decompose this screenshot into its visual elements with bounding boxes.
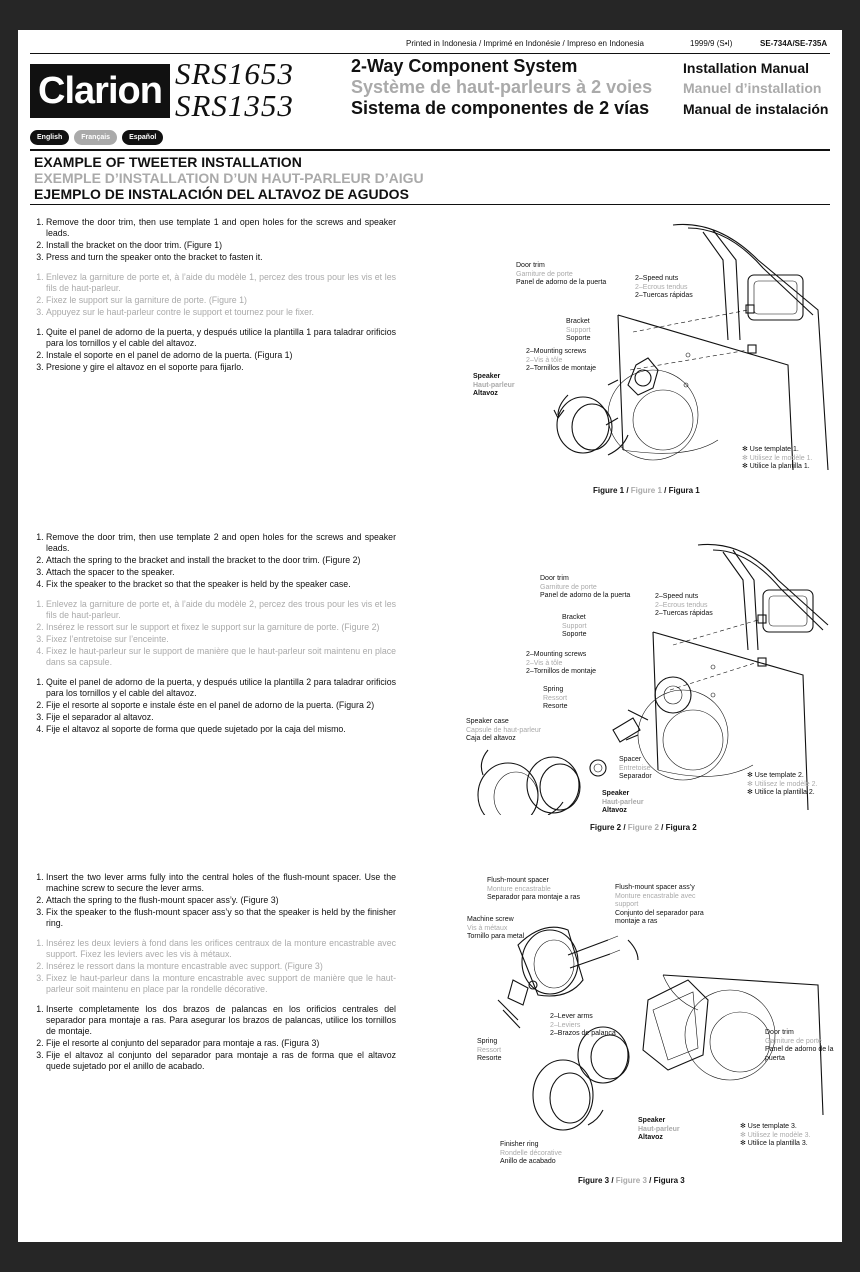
fig1-caption: Figure 1 / Figure 1 / Figura 1 [593, 486, 700, 495]
fig1-steps [30, 217, 396, 374]
step: 2. Insérez le ressort sur le support et fixez le support sur la garniture de porte. (Figure 2) [46, 622, 396, 633]
step: 1. Quite el panel de adorno de la puerta, y después utilice la plantilla 2 para taladrar orificios para los tornillos y el cable del altavoz. [46, 677, 396, 699]
top-rule [30, 53, 830, 54]
fig1-steps-french [30, 272, 396, 318]
fig2-label-spacer: Spacer Entretoise Separador [619, 756, 652, 780]
manual-page [18, 30, 842, 1242]
step: 3. Fije el altavoz al conjunto del separador para montaje a ras de forma que el altavoz quede sujetado por el anillo de acabado. [46, 1050, 396, 1072]
fig1-steps-english [30, 217, 396, 263]
fig1-label-bracket: Bracket Support Soporte [566, 318, 591, 342]
fig1-label-speaker: Speaker Haut-parleur Altavoz [473, 373, 515, 397]
fig3-label-flush-mount-spacer-assy: Flush-mount spacer ass’y Monture encastrable avec support Conjunto del separador para montaje a ras [615, 884, 704, 925]
fig3-label-flush-mount-spacer: Flush-mount spacer Monture encastrable Separador para montaje a ras [487, 877, 580, 901]
step: 2. Fixez le support sur la garniture de porte. (Figure 1) [46, 295, 396, 306]
fig2-label-spring: Spring Ressort Resorte [543, 686, 568, 710]
step: 1. Enlevez la garniture de porte et, à l’aide du modèle 2, percez des trous pour les vis et les fils de haut-parleur. [46, 599, 396, 621]
figure-1-drawing [458, 220, 838, 475]
fig2-label-speaker: Speaker Haut-parleur Altavoz [602, 790, 644, 814]
title-english: 2-Way Component System [351, 56, 578, 76]
step: 1. Remove the door trim, then use template 1 and open holes for the screws and speaker leads. [46, 217, 396, 239]
step: 3. Fixez l’entretoise sur l’enceinte. [46, 634, 396, 645]
section-heading-spanish: EJEMPLO DE INSTALACIÓN DEL ALTAVOZ DE AGUDOS [34, 186, 409, 202]
step: 2. Fije el resorte al conjunto del separador para montaje a ras. (Figura 3) [46, 1038, 396, 1049]
step: 3. Fixez le haut-parleur dans la monture encastrable avec support de manière que le haut-parleur soit maintenu en place par la rondelle décorative. [46, 973, 396, 995]
fig2-label-speaker-case: Speaker case Capsule de haut-parleur Caja del altavoz [466, 718, 542, 742]
title-french: Système de haut-parleurs à 2 voies [351, 77, 653, 97]
fig2-label-mounting-screws: 2–Mounting screws 2–Vis à tôle 2–Tornillos de montaje [526, 651, 597, 675]
lang-english: English [30, 130, 69, 145]
step: 1. Insérez les deux leviers à fond dans les orifices centraux de la monture encastrable avec support. Fixez les leviers avec les vis à métaux. [46, 938, 396, 960]
fig1-label-mounting-screws: 2–Mounting screws 2–Vis à tôle 2–Tornillos de montaje [526, 348, 597, 372]
step: 4. Fixez le haut-parleur sur le support de manière que le haut-parleur soit maintenu en place dans sa capsule. [46, 646, 396, 668]
step: 2. Install the bracket on the door trim. (Figure 1) [46, 240, 396, 251]
fig3-steps-spanish [30, 1004, 396, 1072]
step: 2. Insérez le ressort dans la monture encastrable avec support. (Figure 3) [46, 961, 396, 972]
step: 2. Attach the spring to the bracket and install the bracket to the door trim. (Figure 2) [46, 555, 396, 566]
fig3-label-spring: Spring Ressort Resorte [477, 1038, 502, 1062]
step: 2. Attach the spring to the flush-mount spacer ass’y. (Figure 3) [46, 895, 396, 906]
step: 4. Fix the speaker to the bracket so that the speaker is held by the speaker case. [46, 579, 396, 590]
step: 1. Enlevez la garniture de porte et, à l’aide du modèle 1, percez des trous pour les vis et les fils de haut-parleur. [46, 272, 396, 294]
fig3-caption: Figure 3 / Figure 3 / Figura 3 [578, 1176, 685, 1185]
step: 1. Quite el panel de adorno de la puerta, y después utilice la plantilla 1 para taladrar orificios para los tornillos y el cable del altavoz. [46, 327, 396, 349]
fig1-template-note: ✻ Use template 1. ✻ Utilisez le modèle 1. ✻ Utilice la plantilla 1. [742, 446, 813, 470]
step: 2. Fije el resorte al soporte e instale éste en el panel de adorno de la puerta. (Figura 2) [46, 700, 396, 711]
section-rule [30, 149, 830, 151]
heading-rule [30, 204, 830, 205]
fig2-steps-english [30, 532, 396, 590]
fig2-label-bracket: Bracket Support Soporte [562, 614, 587, 638]
section-heading-english: EXAMPLE OF TWEETER INSTALLATION [34, 154, 302, 170]
series-name-1: SRS1653 [175, 56, 294, 91]
fig3-template-note: ✻ Use template 3. ✻ Utilisez le modèle 3. ✻ Utilice la plantilla 3. [740, 1123, 811, 1147]
fig3-steps-english [30, 872, 396, 929]
step: 3. Fix the speaker to the flush-mount spacer ass’y so that the speaker is held by the finisher ring. [46, 907, 396, 929]
fig1-label-speed-nuts: 2–Speed nuts 2–Ecrous tendus 2–Tuercas rápidas [635, 275, 693, 299]
step: 4. Fije el altavoz al soporte de forma que quede sujetado por la caja del mismo. [46, 724, 396, 735]
step: 1. Insert the two lever arms fully into the central holes of the flush-mount spacer. Use the machine screw to secure the lever arms. [46, 872, 396, 894]
fig2-steps-spanish [30, 677, 396, 735]
step: 2. Instale el soporte en el panel de adorno de la puerta. (Figura 1) [46, 350, 396, 361]
step: 1. Inserte completamente los dos brazos de palancas en los orificios centrales del separador para montaje a ras. Para asegurar los brazos de palancas, utilice los tornillos de montaje. [46, 1004, 396, 1037]
series-name-2: SRS1353 [175, 88, 294, 123]
step: 3. Press and turn the speaker onto the bracket to fasten it. [46, 252, 396, 263]
lang-spanish: Español [122, 130, 163, 145]
step: 3. Appuyez sur le haut-parleur contre le support et tournez pour le fixer. [46, 307, 396, 318]
step: 3. Presione y gire el altavoz en el soporte para fijarlo. [46, 362, 396, 373]
lang-french: Français [74, 130, 117, 145]
fig3-label-lever-arms: 2–Lever arms 2–Leviers 2–Brazos de palanca [550, 1013, 616, 1037]
fig3-label-finisher-ring: Finisher ring Rondelle décorative Anillo de acabado [500, 1141, 562, 1165]
fig3-label-speaker: Speaker Haut-parleur Altavoz [638, 1117, 680, 1141]
fig2-caption: Figure 2 / Figure 2 / Figura 2 [590, 823, 697, 832]
step: 3. Attach the spacer to the speaker. [46, 567, 396, 578]
manual-french: Manuel d’installation [683, 80, 822, 96]
manual-english: Installation Manual [683, 60, 810, 76]
fig2-label-speed-nuts: 2–Speed nuts 2–Ecrous tendus 2–Tuercas rápidas [655, 593, 713, 617]
clarion-logo: Clarion [30, 64, 170, 118]
print-date: 1999/9 (S•I) [690, 39, 733, 48]
fig2-steps [30, 532, 396, 736]
fig2-label-door-trim: Door trim Garniture de porte Panel de adorno de la puerta [540, 575, 631, 599]
fig1-label-door-trim: Door trim Garniture de porte Panel de adorno de la puerta [516, 262, 607, 286]
fig2-steps-french [30, 599, 396, 668]
fig3-steps-french [30, 938, 396, 995]
step: 3. Fije el separador al altavoz. [46, 712, 396, 723]
manual-spanish: Manual de instalación [683, 101, 829, 117]
model-number: SE-734A/SE-735A [760, 39, 828, 48]
fig3-steps [30, 872, 396, 1073]
step: 1. Remove the door trim, then use template 2 and open holes for the screws and speaker leads. [46, 532, 396, 554]
fig3-label-machine-screw: Machine screw Vis à métaux Tornillo para metal [467, 916, 525, 940]
fig2-template-note: ✻ Use template 2. ✻ Utilisez le modèle 2. ✻ Utilice la plantilla 2. [747, 772, 818, 796]
section-heading-french: EXEMPLE D’INSTALLATION D’UN HAUT-PARLEUR D’AIGU [34, 170, 424, 186]
fig1-steps-spanish [30, 327, 396, 373]
title-spanish: Sistema de componentes de 2 vías [351, 98, 650, 118]
printed-in: Printed in Indonesia / Imprimé en Indonésie / Impreso en Indonesia [406, 39, 644, 48]
fig3-label-door-trim: Door trim Garniture de porte Panel de adorno de la puerta [765, 1029, 834, 1062]
language-tabs [30, 130, 163, 145]
